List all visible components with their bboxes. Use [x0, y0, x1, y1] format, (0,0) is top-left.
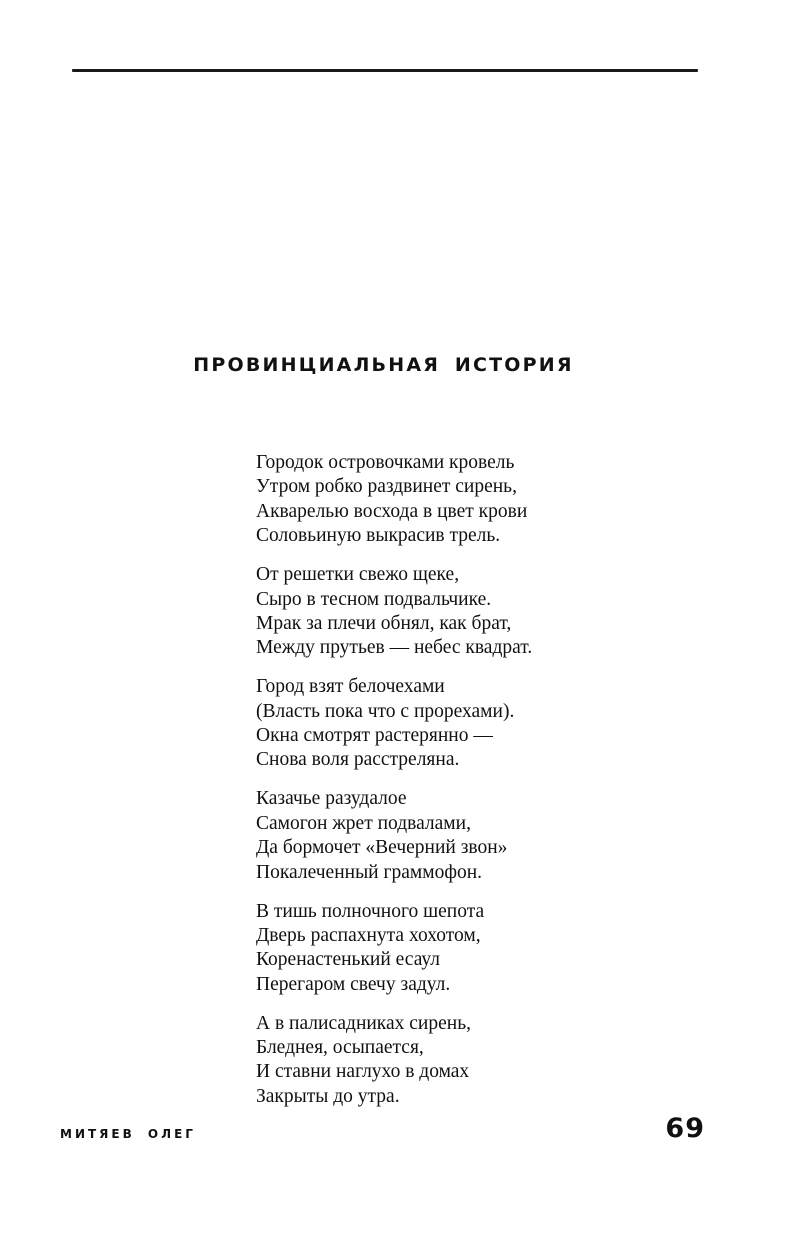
poem-line: Утром робко раздвинет сирень,: [256, 476, 517, 498]
poem-line: Городок островочками кровель: [256, 452, 515, 473]
poem-line: Мрак за плечи обнял, как брат,: [256, 612, 512, 634]
poem-line: Перегаром свечу задул.: [256, 973, 451, 995]
poem-line: Окна смотрят растерянно —: [256, 725, 493, 747]
poem-line: А в палисадниках сирень,: [256, 1012, 471, 1034]
stanza: [256, 1012, 706, 1110]
poem-line: Казачье разудалое: [256, 788, 407, 810]
poem-line: Город взят белочехами: [256, 676, 445, 698]
poem-line: Между прутьев — небес квадрат.: [256, 637, 533, 659]
poem-line: Акварелью восхода в цвет крови: [256, 500, 528, 522]
poem-line: Коренастенький есаул: [256, 949, 440, 971]
top-rule: [72, 69, 698, 72]
poem-line: В тишь полночного шепота: [256, 900, 485, 922]
poem-line: И ставни наглухо в домах: [256, 1061, 470, 1083]
poem-line: Снова воля расстреляна.: [256, 749, 460, 771]
poem-title: ПРОВИНЦИАЛЬНАЯ ИСТОРИЯ: [193, 354, 574, 376]
poem-body: [256, 451, 706, 1124]
poem-line: Бледнея, осыпается,: [256, 1037, 424, 1059]
stanza: [256, 563, 706, 661]
footer-author: МИТЯЕВ ОЛЕГ: [60, 1127, 196, 1141]
poem-line: Да бормочет «Вечерний звон»: [256, 837, 508, 859]
stanza: [256, 787, 706, 885]
stanza: [256, 900, 706, 998]
poem-line: Соловьиную выкрасив трель.: [256, 525, 501, 547]
poem-line: Самогон жрет подвалами,: [256, 812, 471, 834]
poem-line: От решетки свежо щеке,: [256, 564, 460, 586]
page-number: 69: [665, 1113, 705, 1144]
poem-line: (Власть пока что с прорехами).: [256, 700, 515, 722]
poem-line: Сыро в тесном подвальчике.: [256, 588, 492, 610]
stanza: [256, 675, 706, 773]
stanza: [256, 451, 706, 549]
poem-line: Покалеченный граммофон.: [256, 861, 483, 883]
poem-line: Дверь распахнута хохотом,: [256, 924, 481, 946]
poem-line: Закрыты до утра.: [256, 1085, 400, 1107]
